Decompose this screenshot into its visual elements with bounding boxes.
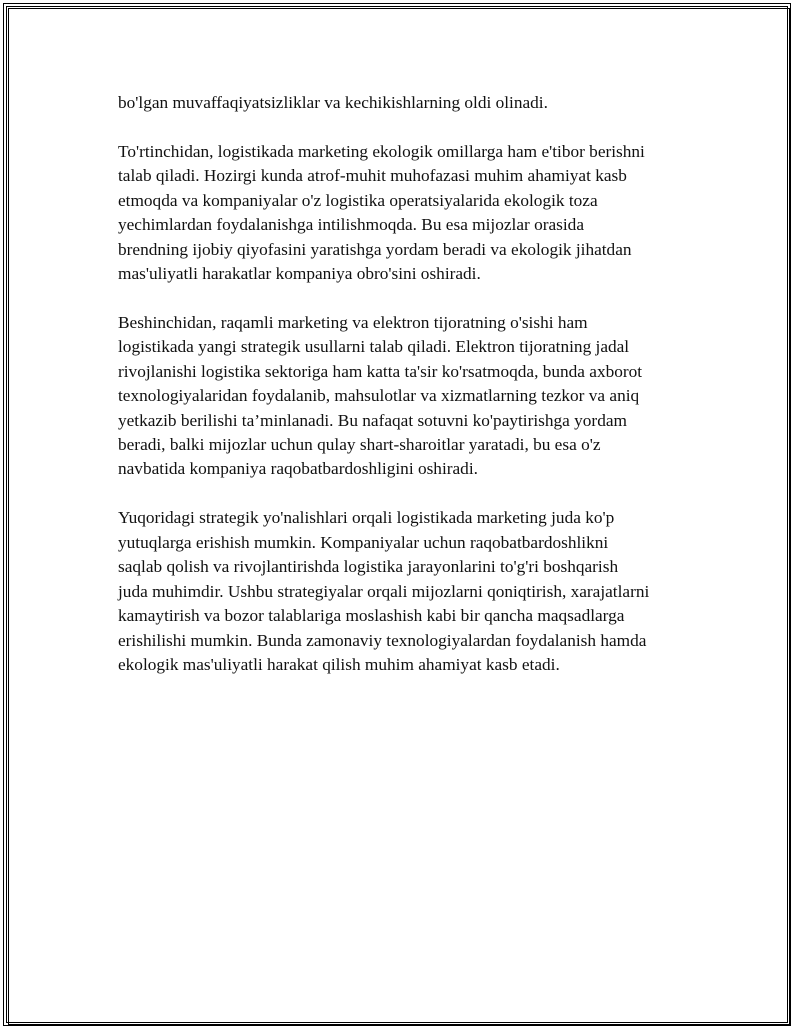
paragraph-fourth-point: To'rtinchidan, logistikada marketing ekologik omillarga ham e'tibor berishni talab qiladi. Hozirgi kunda atrof-muhit muhofazasi muhim ahamiyat kasb etmoqda va kompaniyalar o'z logistika operatsiyalarida ekologik toza yechimlardan foydalanishga intilishmoqda. Bu esa mijozlar orasida brendning ijobiy qiyofasini yaratishga yordam beradi va ekologik jihatdan mas'uliyatli harakatlar kompaniya obro'sini oshiradi.	[118, 142, 645, 284]
paragraph-conclusion: Yuqoridagi strategik yo'nalishlari orqali logistikada marketing juda ko'p yutuqlarga erishish mumkin. Kompaniyalar uchun raqobatbardoshlikni saqlab qolish va rivojlantirishda logistika jarayonlarini to'g'ri boshqarish juda muhimdir. Ushbu strategiyalar orqali mijozlarni qoniqtirish, xarajatlarni kamaytirish va bozor talablariga moslashish kabi bir qancha maqsadlarga erishilishi mumkin. Bunda zamonaviy texnologiyalardan foydalanish hamda ekologik mas'uliyatli harakat qilish muhim ahamiyat kasb etadi.	[118, 508, 650, 674]
document-body	[118, 91, 698, 702]
paragraph-fifth-point: Beshinchidan, raqamli marketing va elektron tijoratning o'sishi ham logistikada yangi strategik usullarni talab qiladi. Elektron tijoratning jadal rivojlanishi logistika sektoriga ham katta ta'sir ko'rsatmoqda, bunda axborot texnologiyalaridan foydalanib, mahsulotlar va xizmatlarning tezkor va aniq yetkazib berilishi ta’minlanadi. Bu nafaqat sotuvni ko'paytirishga yordam beradi, balki mijozlar uchun qulay shart-sharoitlar yaratadi, bu esa o'z navbatida kompaniya raqobatbardoshligini oshiradi.	[118, 313, 643, 479]
paragraph-continuation: bo'lgan muvaffaqiyatsizliklar va kechikishlarning oldi olinadi.	[118, 93, 548, 112]
